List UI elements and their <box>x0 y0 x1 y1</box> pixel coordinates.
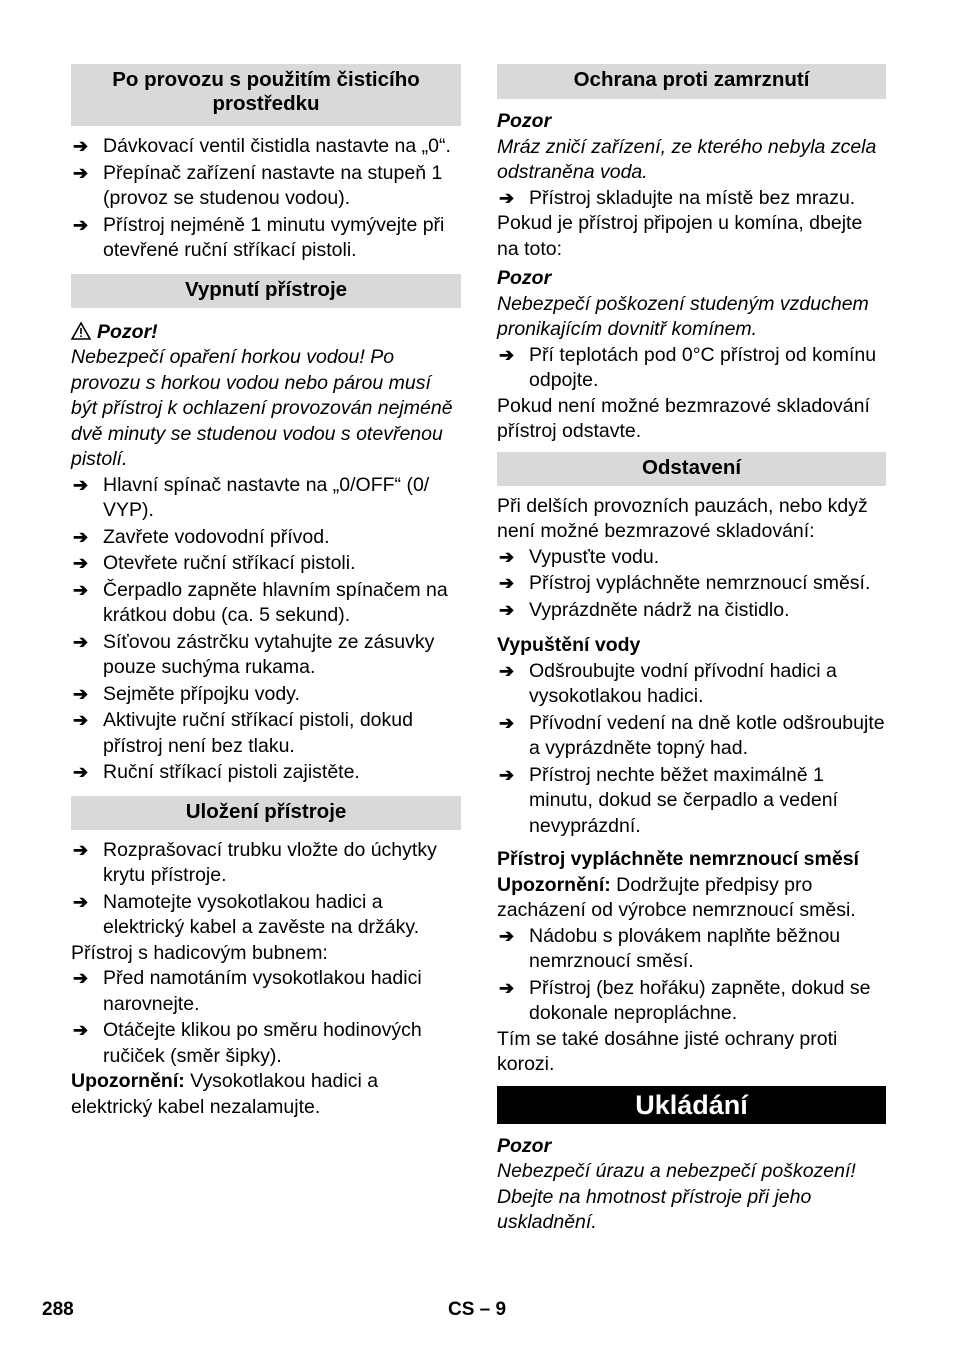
subheading-drain-water: Vypuštění vody <box>497 634 641 656</box>
list-item: ➔ Vyprázdněte nádrž na čistidlo. <box>497 598 886 624</box>
section-heading-frost-protection: Ochrana proti zamrznutí <box>497 64 886 99</box>
list-drain-water <box>497 659 886 840</box>
list-item: ➔ Zavřete vodovodní přívod. <box>71 525 461 551</box>
warning-block <box>497 1134 886 1236</box>
list-item: ➔ Čerpadlo zapněte hlavním spínačem na krátkou dobu (ca. 5 sekund). <box>73 578 448 626</box>
arrow-right-icon: ➔ <box>499 546 515 567</box>
section-heading-shutdown: Odstavení <box>497 452 886 486</box>
warning-heading: Pozor! <box>71 320 461 346</box>
section-page-label: CS – 9 <box>448 1299 507 1320</box>
arrow-right-icon: ➔ <box>73 579 89 600</box>
list-item: ➔ Hlavní spínač nastavte na „0/OFF“ (0/ VYP). <box>73 473 430 521</box>
arrow-right-icon: ➔ <box>73 631 89 652</box>
warning-text: Nebezpečí poškození studeným vzduchem pronikajícím dovnitř komínem. <box>497 292 869 340</box>
list-item: ➔ Přístroj nechte běžet maximálně 1 minutu, dokud se čerpadlo a vedení nevyprázdní. <box>499 763 838 837</box>
list-after-detergent <box>71 134 461 264</box>
list-item: ➔ Přístroj vypláchněte nemrznoucí směsí. <box>497 571 886 597</box>
storage-note: Upozornění: Vysokotlakou hadici a elektrický kabel nezalamujte. <box>71 1070 379 1118</box>
arrow-right-icon: ➔ <box>499 712 515 733</box>
list-item: ➔ Namotejte vysokotlakou hadici a elektrický kabel a zavěste na držáky. <box>73 890 420 938</box>
warning-text: Mráz zničí zařízení, ze kterého nebyla zcela odstraněna voda. <box>497 135 877 183</box>
left-column <box>71 64 461 1120</box>
antifreeze-paragraph: Tím se také dosáhne jisté ochrany proti korozi. <box>497 1027 838 1075</box>
list-item: ➔ Otáčejte klikou po směru hodinových ručiček (směr šipky). <box>73 1019 422 1067</box>
list-item: ➔ Před namotáním vysokotlakou hadici narovnejte. <box>73 967 422 1015</box>
arrow-right-icon: ➔ <box>499 925 515 946</box>
list-item: ➔ Ruční stříkací pistoli zajistěte. <box>71 760 461 786</box>
warning-heading: Pozor <box>497 1134 552 1157</box>
list-item: ➔ Přívodní vedení na dně kotle odšroubujte a vyprázdněte topný had. <box>499 711 885 759</box>
list-item: ➔ Přístroj skladujte na místě bez mrazu. <box>497 186 886 212</box>
arrow-right-icon: ➔ <box>73 136 89 156</box>
antifreeze-note: Upozornění: Dodržujte předpisy pro zacházení od výrobce nemrznoucí směsi. <box>497 873 856 921</box>
list-item: ➔ Otevřete ruční stříkací pistoli. <box>71 551 461 577</box>
storage-paragraph: Přístroj s hadicovým bubnem: <box>71 941 328 964</box>
frost-paragraph-2: Pokud není možné bezmrazové skladování přístroj odstavte. <box>497 394 870 442</box>
arrow-right-icon: ➔ <box>73 683 89 704</box>
list-item: ➔ Vypusťte vodu. <box>497 545 886 571</box>
arrow-right-icon: ➔ <box>73 162 89 183</box>
list-antifreeze <box>497 924 886 1027</box>
warning-block <box>497 109 886 186</box>
shutdown-paragraph: Při delších provozních pauzách, nebo když není možné bezmrazové skladování: <box>497 494 868 542</box>
section-heading-switch-off: Vypnutí přístroje <box>71 274 461 308</box>
warning-heading: Pozor <box>497 267 552 289</box>
arrow-right-icon: ➔ <box>499 660 515 681</box>
warning-text: Nebezpečí úrazu a nebezpečí poškození! Dbejte na hmotnost přístroje při jeho uskladnění. <box>497 1160 856 1233</box>
warning-heading: Pozor <box>497 110 552 132</box>
warning-block <box>71 320 461 473</box>
list-storage-a <box>71 838 461 941</box>
warning-triangle-icon <box>71 322 91 340</box>
arrow-right-icon: ➔ <box>499 187 515 208</box>
warning-text: Nebezpečí opaření horkou vodou! Po provozu s horkou vodou nebo párou musí být přístroj k ochlazení provozován nejméně dvě minuty se studenou vodou s otevřenou pistolí. <box>71 346 453 470</box>
arrow-right-icon: ➔ <box>73 553 89 573</box>
list-item: ➔ Přepínač zařízení nastavte na stupeň 1 (provoz se studenou vodou). <box>73 161 443 209</box>
arrow-right-icon: ➔ <box>499 764 515 785</box>
chapter-heading-storage: Ukládání <box>497 1086 886 1124</box>
arrow-right-icon: ➔ <box>73 839 89 860</box>
arrow-right-icon: ➔ <box>73 968 89 988</box>
arrow-right-icon: ➔ <box>73 891 89 912</box>
list-item: ➔ Pří teplotách pod 0°C přístroj od komínu odpojte. <box>499 343 877 391</box>
subheading-antifreeze-flush: Přístroj vypláchněte nemrznoucí směsí <box>497 848 859 870</box>
arrow-right-icon: ➔ <box>499 977 515 998</box>
list-item: ➔ Odšroubujte vodní přívodní hadici a vysokotlakou hadici. <box>499 659 837 707</box>
arrow-right-icon: ➔ <box>73 762 89 782</box>
list-item: ➔ Aktivujte ruční stříkací pistoli, dokud přístroj není bez tlaku. <box>73 709 413 757</box>
list-item: ➔ Nádobu s plovákem naplňte běžnou nemrznoucí směsí. <box>499 924 841 972</box>
arrow-right-icon: ➔ <box>499 573 515 593</box>
arrow-right-icon: ➔ <box>73 710 89 730</box>
section-heading-storage: Uložení přístroje <box>71 796 461 830</box>
warning-block <box>497 266 886 343</box>
arrow-right-icon: ➔ <box>73 526 89 547</box>
list-item: ➔ Přístroj (bez hořáku) zapněte, dokud se dokonale nepropláchne. <box>499 976 871 1024</box>
list-item: ➔ Sejměte přípojku vody. <box>71 682 461 708</box>
list-item: ➔ Dávkovací ventil čistidla nastavte na „0“. <box>71 134 461 160</box>
arrow-right-icon: ➔ <box>73 214 89 235</box>
list-shutdown <box>497 545 886 624</box>
list-item: ➔ Přístroj nejméně 1 minutu vymývejte při otevřené ruční stříkací pistoli. <box>73 213 445 261</box>
right-column <box>497 64 886 1236</box>
arrow-right-icon: ➔ <box>73 474 89 495</box>
list-switch-off <box>71 473 461 786</box>
arrow-right-icon: ➔ <box>499 344 515 365</box>
arrow-right-icon: ➔ <box>73 1020 89 1040</box>
arrow-right-icon: ➔ <box>499 599 515 620</box>
frost-paragraph: Pokud je přístroj připojen u komína, dbejte na toto: <box>497 212 863 260</box>
list-storage-b <box>71 966 461 1069</box>
section-heading-after-detergent: Po provozu s použitím čisticího prostředku <box>71 64 461 126</box>
list-item: ➔ Rozprašovací trubku vložte do úchytky krytu přístroje. <box>73 838 437 886</box>
list-item: ➔ Síťovou zástrčku vytahujte ze zásuvky pouze suchýma rukama. <box>73 630 435 678</box>
page-number: 288 <box>42 1299 74 1320</box>
